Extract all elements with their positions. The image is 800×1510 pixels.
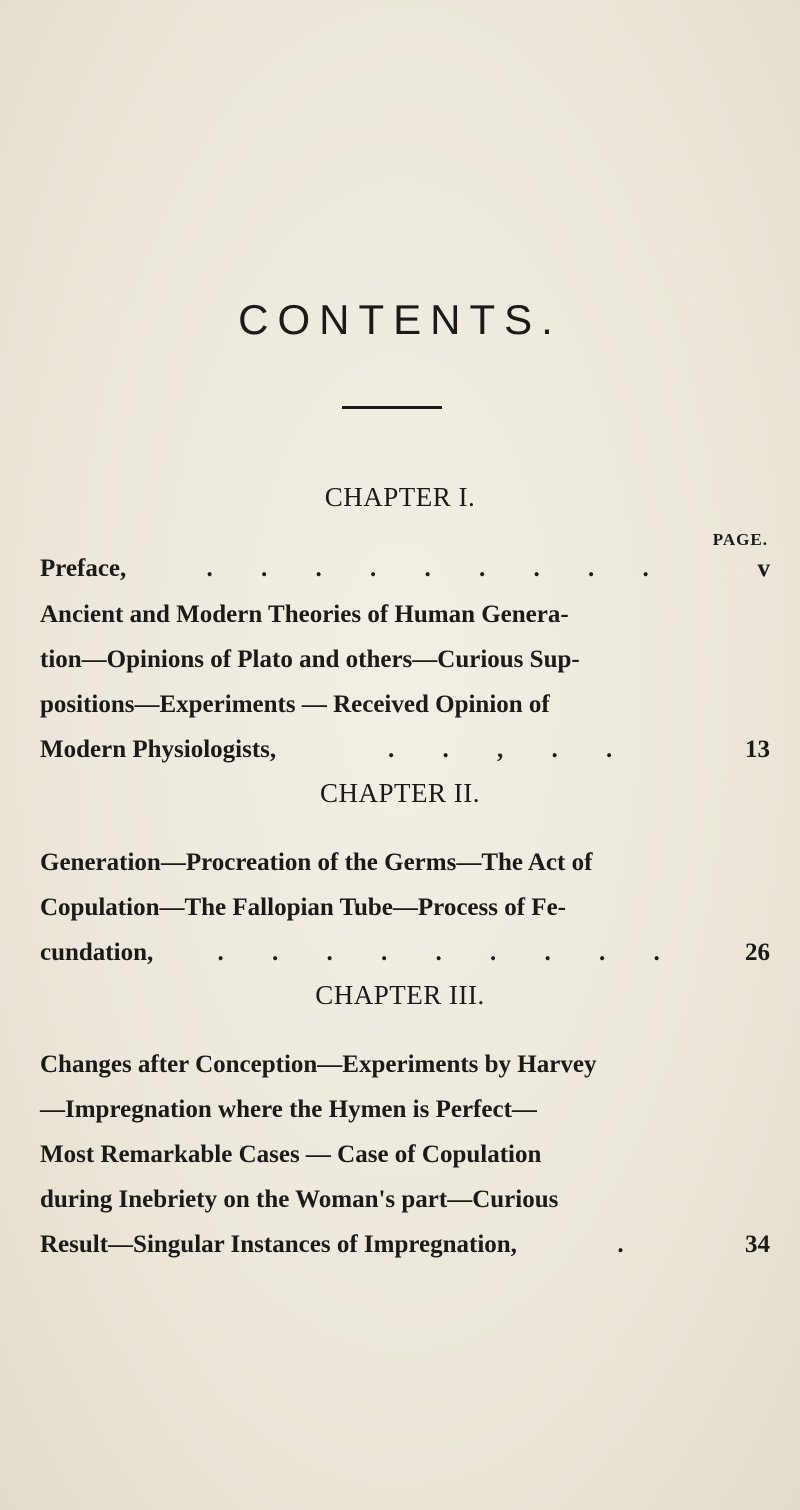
page-number: v	[757, 555, 770, 582]
toc-entry-line	[40, 546, 770, 591]
chapter-3-heading: CHAPTER III.	[315, 980, 485, 1010]
title-rule	[342, 406, 442, 409]
leader-dots: . . . . . . . . .	[217, 939, 681, 966]
toc-entry-line: —Impregnation where the Hymen is Perfect—	[40, 1096, 537, 1123]
toc-entry-line	[40, 727, 770, 772]
toc-entry-line: Most Remarkable Cases — Case of Copulation	[40, 1141, 542, 1168]
page-number: 13	[745, 736, 770, 763]
toc-entry-changes-after-conception[interactable]	[40, 1042, 770, 1267]
chapter-1-heading: CHAPTER I.	[324, 482, 476, 512]
toc-entry-line: positions—Experiments — Received Opinion of	[40, 691, 550, 718]
leader-dots: . . . . . . . . .	[206, 555, 670, 582]
toc-entry-line	[40, 930, 770, 975]
leader-dots: .	[617, 1231, 645, 1258]
toc-entry-line: Changes after Conception—Experiments by Harvey	[40, 1051, 597, 1078]
toc-entry-line: during Inebriety on the Woman's part—Curious	[40, 1186, 559, 1213]
page-column-label: PAGE.	[712, 530, 768, 549]
toc-entry-text: Result—Singular Instances of Impregnation,	[40, 1231, 517, 1258]
toc-entry-preface[interactable]	[40, 546, 770, 591]
toc-entry-line: Copulation—The Fallopian Tube—Process of Fe-	[40, 894, 566, 921]
toc-entry-text: Modern Physiologists,	[40, 736, 277, 763]
page-title: CONTENTS.	[238, 296, 562, 343]
toc-entry-text: Preface,	[40, 555, 127, 582]
toc-entry-line	[40, 1222, 770, 1267]
leader-dots: . . , . .	[387, 736, 634, 763]
page-number: 34	[745, 1231, 770, 1258]
toc-entry-ancient-modern-theories[interactable]	[40, 592, 770, 772]
page-number: 26	[745, 939, 770, 966]
toc-entry-line: Ancient and Modern Theories of Human Genera-	[40, 601, 569, 628]
toc-entry-line: tion—Opinions of Plato and others—Curious Sup-	[40, 646, 580, 673]
toc-entry-generation[interactable]	[40, 840, 770, 975]
toc-entry-line: Generation—Procreation of the Germs—The Act of	[40, 849, 593, 876]
toc-entry-text: cundation,	[40, 939, 154, 966]
chapter-2-heading: CHAPTER II.	[320, 778, 480, 808]
